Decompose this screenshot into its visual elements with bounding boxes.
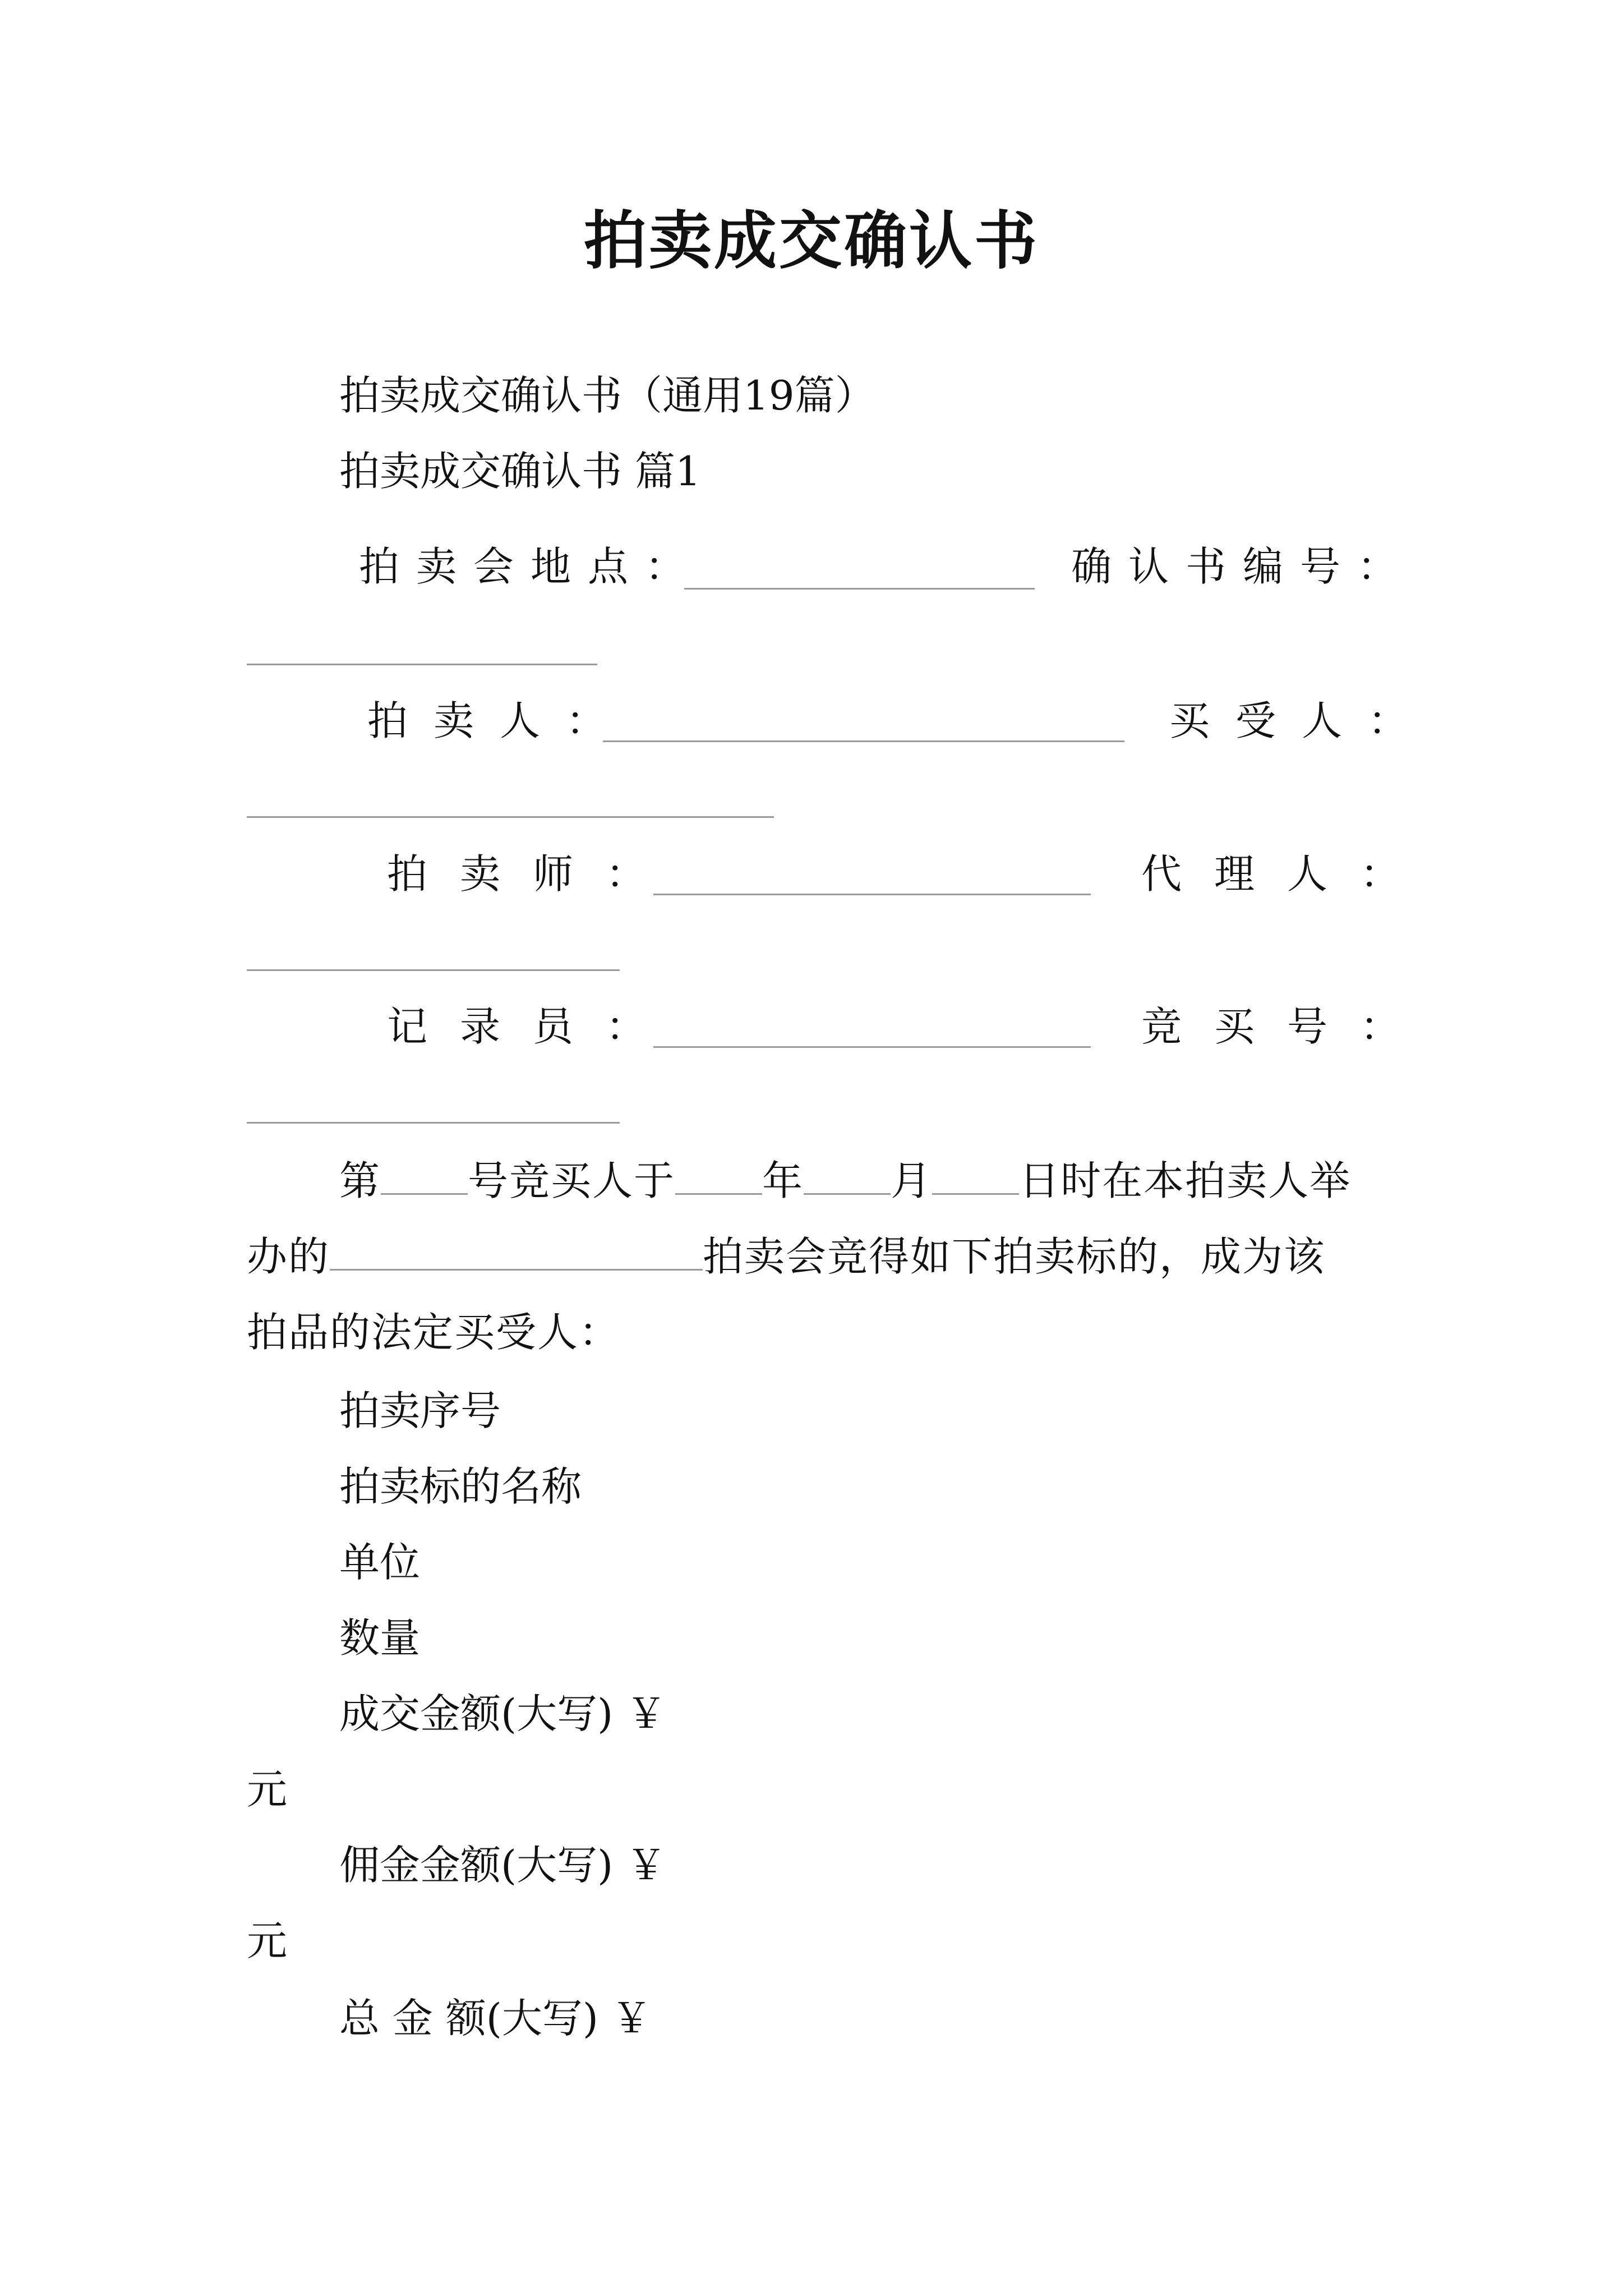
statement-line-2 [247,1228,1325,1285]
buyer-blank[interactable] [247,816,774,818]
statement-part-3: 年 [762,1157,804,1204]
statement-part-4: 月 [891,1157,933,1204]
commission-label: 佣金金额(大写) ￥ [339,1842,667,1889]
statement-line-3: 拍品的法定买受人： [247,1309,621,1356]
confirmation-no-blank[interactable] [247,664,597,665]
commission-unit: 元 [247,1917,288,1964]
hammer-price-label: 成交金额(大写) ￥ [339,1690,667,1737]
bid-no-blank[interactable] [247,1122,620,1124]
auctioneer-org-blank[interactable] [603,740,1124,742]
statement-part-5: 日时在本拍卖人举 [1019,1157,1352,1204]
auction-name-blank[interactable] [330,1228,703,1271]
statement-part-7: 拍卖会竞得如下拍卖标的，成为该 [703,1233,1326,1280]
venue-blank[interactable] [684,588,1035,590]
document-title: 拍卖成交确认书 [584,204,1039,278]
bid-no-label: 竞买号： [1141,1003,1433,1050]
subtitle: 拍卖成交确认书（通用19篇） [339,372,875,419]
recorder-label: 记录员： [387,1003,679,1050]
day-blank[interactable] [932,1153,1019,1195]
month-blank[interactable] [804,1153,891,1195]
venue-label: 拍卖会地点： [359,543,703,590]
unit-label: 单位 [339,1539,421,1586]
agent-label: 代理人： [1141,850,1433,898]
confirmation-no-label: 确认书编号： [1071,543,1415,590]
agent-blank[interactable] [247,969,620,971]
lot-no-label: 拍卖序号 [339,1387,501,1434]
buyer-label: 买受人： [1169,697,1435,744]
auctioneer-label: 拍卖师： [387,850,679,898]
section-heading: 拍卖成交确认书 篇1 [339,448,701,495]
total-label: 总 金 额(大写) ￥ [339,1995,652,2042]
year-blank[interactable] [675,1153,762,1195]
statement-part-1: 第 [339,1157,381,1204]
hammer-price-unit: 元 [247,1766,288,1813]
bid-number-blank[interactable] [381,1153,468,1195]
recorder-blank[interactable] [653,1046,1091,1048]
statement-part-2: 号竞买人于 [468,1157,676,1204]
auctioneer-org-label: 拍卖人： [367,697,633,744]
statement-part-6: 办的 [247,1233,330,1280]
lot-name-label: 拍卖标的名称 [339,1463,582,1510]
statement-line-1 [339,1153,1351,1209]
auctioneer-blank[interactable] [653,894,1091,895]
quantity-label: 数量 [339,1614,421,1662]
